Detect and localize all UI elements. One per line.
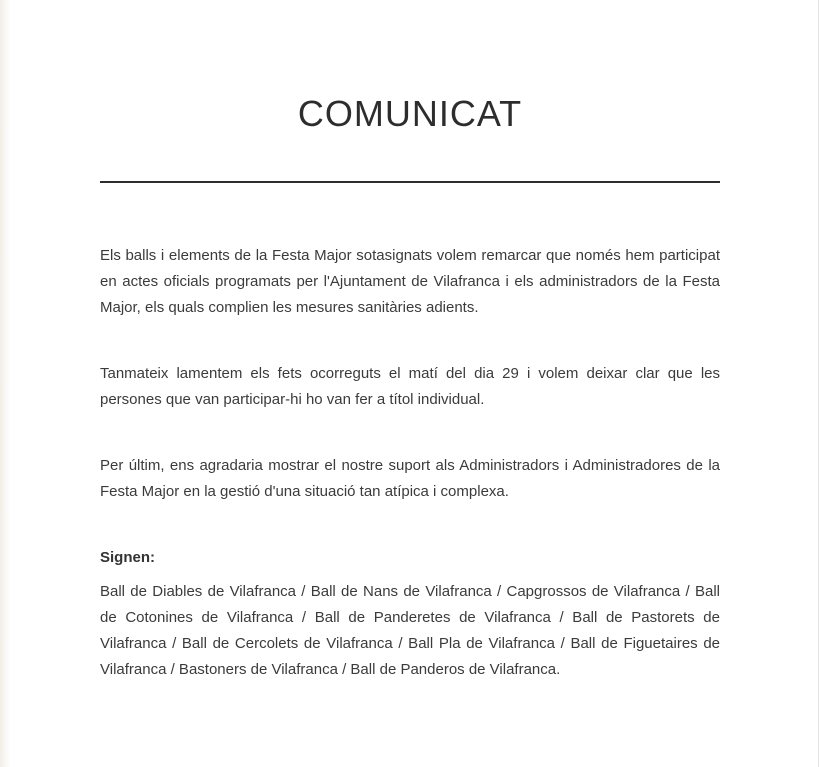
paragraph-participation: Els balls i elements de la Festa Major sotasignats volem remarcar que només hem participat en actes oficials programats per l'Ajuntament de Vilafranca i els administradors de la Festa Major, els quals complien les mesures sanitàries adients. xyxy=(100,247,720,317)
document-content xyxy=(100,0,720,683)
signatories-paragraph: Ball de Diables de Vilafranca / Ball de Nans de Vilafranca / Capgrossos de Vilafranca / Ball de Cotonines de Vilafranca / Ball de Panderetes de Vilafranca / Ball de Pastorets de Vilafranca / Ball de Cercolets de Vilafranca / Ball Pla de Vilafranca / Ball de Figuetaires de Vilafranca / Bastoners de Vilafranca / Ball de Panderos de Vilafranca. xyxy=(100,583,720,679)
document-body xyxy=(100,243,720,683)
document-title: COMUNICAT xyxy=(297,93,523,134)
page-left-edge xyxy=(0,0,10,767)
paragraph-regret: Tanmateix lamentem els fets ocorreguts el matí del dia 29 i volem deixar clar que les persones que van participar-hi ho van fer a títol individual. xyxy=(100,365,720,409)
page-right-edge xyxy=(818,0,819,767)
signen-heading: Signen: xyxy=(100,549,155,567)
paragraph-support: Per últim, ens agradaria mostrar el nostre suport als Administradors i Administradores de la Festa Major en la gestió d'una situació tan atípica i complexa. xyxy=(100,457,720,501)
title-divider xyxy=(100,181,720,183)
